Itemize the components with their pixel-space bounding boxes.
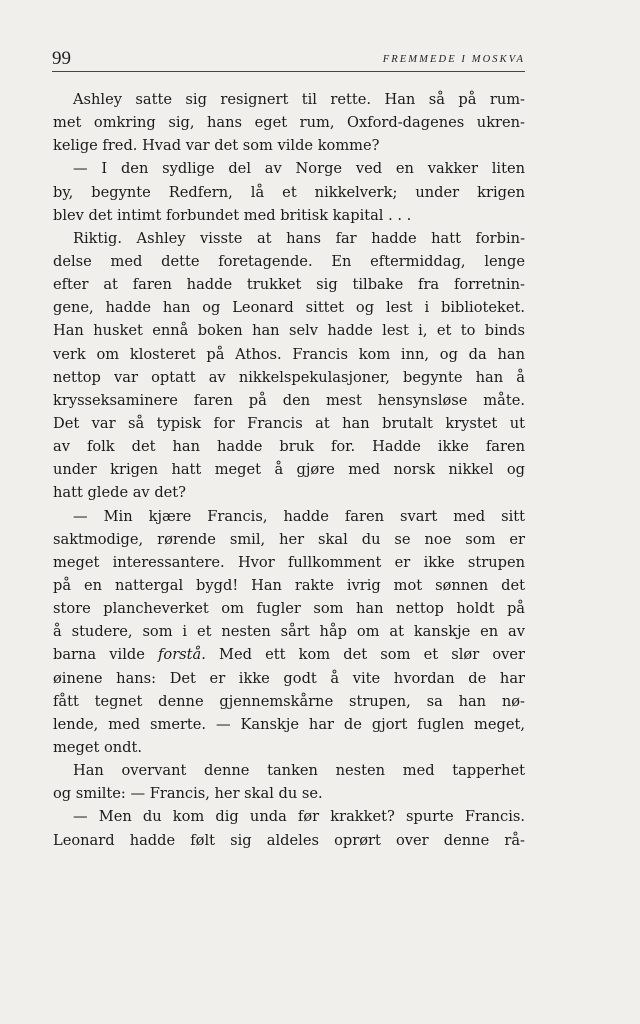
text-line: øinene hans: Det er ikke godt å vite hvordan de har xyxy=(53,669,525,687)
text-line: efter at faren hadde trukket sig tilbake fra forretnin- xyxy=(53,276,525,294)
text-line: å studere, som i et nesten sårt håp om at kanskje en av xyxy=(53,623,525,641)
text-line: krysseksaminere faren på den mest hensynsløse måte. xyxy=(53,391,525,409)
text-line: by, begynte Redfern, lå et nikkelverk; under krigen xyxy=(53,183,525,201)
text-line: og smilte: — Francis, her skal du se. xyxy=(53,785,323,803)
text-line xyxy=(53,643,525,666)
text-segment: barna vilde xyxy=(53,646,159,664)
page-number: 99 xyxy=(52,48,71,69)
text-segment: Med ett kom det som et slør over xyxy=(205,646,525,664)
italic-word: forstå. xyxy=(158,646,206,664)
text-line: hatt glede av det? xyxy=(53,484,186,502)
text-line: Leonard hadde følt sig aldeles oprørt over denne rå- xyxy=(53,831,525,849)
text-line: på en nattergal bygd! Han rakte ivrig mot sønnen det xyxy=(53,576,525,594)
text-line: met omkring sig, hans eget rum, Oxford-dagenes ukren- xyxy=(53,114,525,132)
text-line: under krigen hatt meget å gjøre med norsk nikkel og xyxy=(53,461,525,479)
text-line: saktmodige, rørende smil, her skal du se noe som er xyxy=(53,530,525,548)
text-line: nettop var optatt av nikkelspekulasjoner, begynte han å xyxy=(53,368,525,386)
text-line: Ashley satte sig resignert til rette. Han så på rum- xyxy=(73,91,525,108)
text-line: store plancheverket om fugler som han nettop holdt på xyxy=(53,600,525,618)
page-header xyxy=(52,46,525,72)
text-line: meget ondt. xyxy=(53,738,142,756)
text-line: — Men du kom dig unda før krakket? spurte Francis. xyxy=(73,808,525,826)
running-head: FREMMEDE I MOSKVA xyxy=(382,54,525,65)
text-line: Han overvant denne tanken nesten med tapperhet xyxy=(73,762,525,780)
text-line: — Min kjære Francis, hadde faren svart med sitt xyxy=(73,507,525,525)
text-line: Riktig. Ashley visste at hans far hadde hatt forbin- xyxy=(73,229,525,247)
text-line: av folk det han hadde bruk for. Hadde ikke faren xyxy=(53,438,525,456)
text-line: verk om klosteret på Athos. Francis kom inn, og da han xyxy=(53,345,525,363)
text-line: gene, hadde han og Leonard sittet og lest i biblioteket. xyxy=(53,299,525,317)
text-line: blev det intimt forbundet med britisk kapital . . . xyxy=(53,206,412,224)
text-line: Han husket ennå boken han selv hadde lest i, et to binds xyxy=(53,322,525,340)
header-rule xyxy=(52,71,525,72)
text-line: lende, med smerte. — Kanskje har de gjort fuglen meget, xyxy=(53,715,525,733)
text-line: kelige fred. Hvad var det som vilde komme? xyxy=(53,137,380,155)
text-line: Det var så typisk for Francis at han brutalt krystet ut xyxy=(53,414,525,432)
text-line: meget interessantere. Hvor fullkomment er ikke strupen xyxy=(53,553,525,571)
text-line: fått tegnet denne gjennemskårne strupen, sa han nø- xyxy=(53,692,525,710)
text-line: — I den sydlige del av Norge ved en vakker liten xyxy=(73,160,525,178)
body-text xyxy=(53,88,525,852)
text-line: delse med dette foretagende. En eftermiddag, lenge xyxy=(53,252,525,270)
